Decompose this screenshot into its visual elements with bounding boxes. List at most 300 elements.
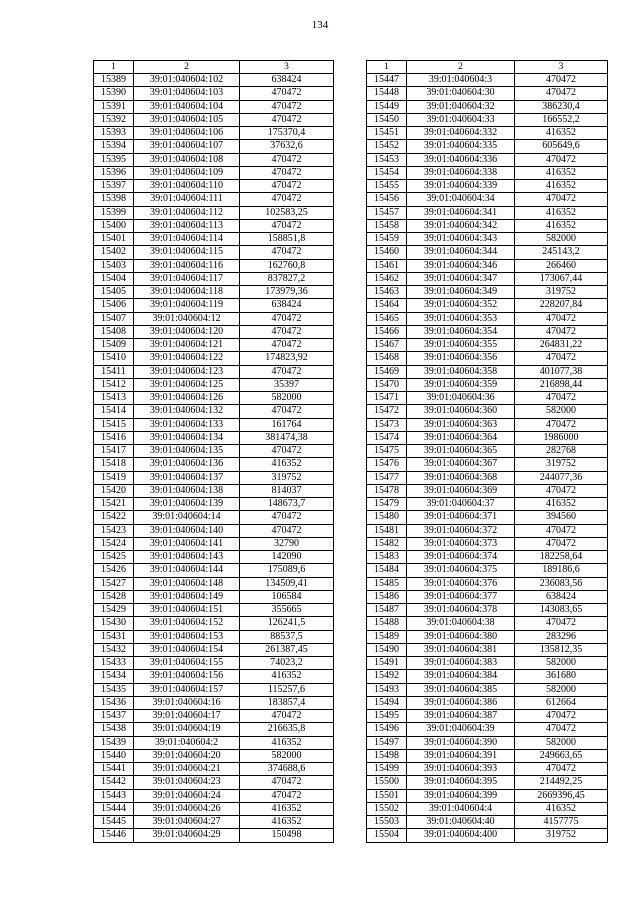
table-row	[94, 829, 334, 842]
table-row	[367, 272, 608, 285]
table-row	[94, 339, 334, 352]
table-row	[94, 736, 334, 749]
cadastral-number-cell: 39:01:040604:378	[407, 604, 515, 617]
value-cell: 582000	[515, 233, 608, 246]
value-cell: 173067,44	[515, 272, 608, 285]
row-number-cell: 15413	[94, 392, 134, 405]
table-row	[94, 418, 334, 431]
value-cell: 470472	[515, 763, 608, 776]
cadastral-number-cell: 39:01:040604:390	[407, 736, 515, 749]
row-number-cell: 15403	[94, 259, 134, 272]
cadastral-number-cell: 39:01:040604:116	[134, 259, 240, 272]
row-number-cell: 15454	[367, 166, 407, 179]
value-cell: 582000	[515, 657, 608, 670]
row-number-cell: 15405	[94, 286, 134, 299]
value-cell: 162760,8	[240, 259, 334, 272]
table-row	[367, 749, 608, 762]
table-row	[94, 87, 334, 100]
cadastral-number-cell: 39:01:040604:377	[407, 590, 515, 603]
value-cell: 470472	[515, 87, 608, 100]
cadastral-number-cell: 39:01:040604:380	[407, 630, 515, 643]
table-row	[367, 829, 608, 842]
row-number-cell: 15424	[94, 537, 134, 550]
row-number-cell: 15456	[367, 193, 407, 206]
table-row	[94, 816, 334, 829]
value-cell: 582000	[240, 392, 334, 405]
value-cell: 638424	[515, 590, 608, 603]
value-cell: 175370,4	[240, 127, 334, 140]
value-cell: 582000	[515, 736, 608, 749]
table-body-right	[367, 61, 608, 843]
value-cell: 582000	[515, 683, 608, 696]
table-row	[367, 418, 608, 431]
table-row	[367, 193, 608, 206]
table-row	[94, 392, 334, 405]
table-row	[94, 749, 334, 762]
row-number-cell: 15416	[94, 431, 134, 444]
row-number-cell: 15468	[367, 352, 407, 365]
row-number-cell: 15490	[367, 643, 407, 656]
value-cell: 319752	[240, 471, 334, 484]
row-number-cell: 15473	[367, 418, 407, 431]
row-number-cell: 15389	[94, 74, 134, 87]
value-cell: 470472	[240, 219, 334, 232]
value-cell: 115257,6	[240, 683, 334, 696]
row-number-cell: 15484	[367, 564, 407, 577]
cadastral-number-cell: 39:01:040604:122	[134, 352, 240, 365]
cadastral-number-cell: 39:01:040604:346	[407, 259, 515, 272]
value-cell: 470472	[240, 789, 334, 802]
value-cell: 605649,6	[515, 140, 608, 153]
value-cell: 470472	[515, 352, 608, 365]
value-cell: 173979,36	[240, 286, 334, 299]
cadastral-number-cell: 39:01:040604:39	[407, 723, 515, 736]
table-row	[367, 816, 608, 829]
row-number-cell: 15499	[367, 763, 407, 776]
row-number-cell: 15495	[367, 710, 407, 723]
table-row	[94, 723, 334, 736]
cadastral-number-cell: 39:01:040604:112	[134, 206, 240, 219]
value-cell: 470472	[240, 246, 334, 259]
table-row	[367, 100, 608, 113]
row-number-cell: 15439	[94, 736, 134, 749]
row-number-cell: 15417	[94, 445, 134, 458]
row-number-cell: 15476	[367, 458, 407, 471]
value-cell: 416352	[515, 498, 608, 511]
value-cell: 134509,41	[240, 577, 334, 590]
row-number-cell: 15430	[94, 617, 134, 630]
cadastral-number-cell: 39:01:040604:153	[134, 630, 240, 643]
row-number-cell: 15397	[94, 180, 134, 193]
row-number-cell: 15425	[94, 551, 134, 564]
cadastral-number-cell: 39:01:040604:38	[407, 617, 515, 630]
row-number-cell: 15437	[94, 710, 134, 723]
cadastral-number-cell: 39:01:040604:149	[134, 590, 240, 603]
cadastral-number-cell: 39:01:040604:391	[407, 749, 515, 762]
row-number-cell: 15494	[367, 696, 407, 709]
row-number-cell: 15442	[94, 776, 134, 789]
value-cell: 319752	[515, 286, 608, 299]
cadastral-number-cell: 39:01:040604:26	[134, 802, 240, 815]
row-number-cell: 15462	[367, 272, 407, 285]
row-number-cell: 15483	[367, 551, 407, 564]
table-row	[94, 458, 334, 471]
table-row	[94, 564, 334, 577]
table-row	[94, 219, 334, 232]
row-number-cell: 15423	[94, 524, 134, 537]
cadastral-number-cell: 39:01:040604:336	[407, 153, 515, 166]
cadastral-number-cell: 39:01:040604:117	[134, 272, 240, 285]
table-row	[94, 180, 334, 193]
table-row	[94, 537, 334, 550]
cadastral-number-cell: 39:01:040604:355	[407, 339, 515, 352]
value-cell: 470472	[515, 193, 608, 206]
value-cell: 142090	[240, 551, 334, 564]
row-number-cell: 15459	[367, 233, 407, 246]
cadastral-number-cell: 39:01:040604:141	[134, 537, 240, 550]
cadastral-number-cell: 39:01:040604:111	[134, 193, 240, 206]
table-row	[94, 140, 334, 153]
value-cell: 470472	[240, 193, 334, 206]
page-number: 134	[311, 19, 329, 31]
row-number-cell: 15426	[94, 564, 134, 577]
cadastral-number-cell: 39:01:040604:385	[407, 683, 515, 696]
table-row	[94, 206, 334, 219]
table-row	[94, 246, 334, 259]
row-number-cell: 15493	[367, 683, 407, 696]
cadastral-number-cell: 39:01:040604:387	[407, 710, 515, 723]
table-row	[367, 683, 608, 696]
cadastral-number-cell: 39:01:040604:369	[407, 484, 515, 497]
row-number-cell: 15502	[367, 802, 407, 815]
table-row	[367, 219, 608, 232]
value-cell: 228207,84	[515, 299, 608, 312]
row-number-cell: 15420	[94, 484, 134, 497]
table-row	[94, 802, 334, 815]
table-row	[367, 74, 608, 87]
row-number-cell: 15421	[94, 498, 134, 511]
cadastral-number-cell: 39:01:040604:104	[134, 100, 240, 113]
value-cell: 266460	[515, 259, 608, 272]
row-number-cell: 15418	[94, 458, 134, 471]
value-cell: 174823,92	[240, 352, 334, 365]
table-row	[367, 259, 608, 272]
value-cell: 470472	[240, 511, 334, 524]
cadastral-number-cell: 39:01:040604:154	[134, 643, 240, 656]
row-number-cell: 15482	[367, 537, 407, 550]
table-row	[367, 445, 608, 458]
table-row	[367, 392, 608, 405]
row-number-cell: 15489	[367, 630, 407, 643]
value-cell: 175089,6	[240, 564, 334, 577]
row-number-cell: 15461	[367, 259, 407, 272]
table-row	[94, 378, 334, 391]
row-number-cell: 15472	[367, 405, 407, 418]
cadastral-number-cell: 39:01:040604:148	[134, 577, 240, 590]
table-row	[367, 471, 608, 484]
table-row	[94, 445, 334, 458]
value-cell: 158851,8	[240, 233, 334, 246]
cadastral-number-cell: 39:01:040604:139	[134, 498, 240, 511]
cadastral-number-cell: 39:01:040604:110	[134, 180, 240, 193]
row-number-cell: 15479	[367, 498, 407, 511]
row-number-cell: 15419	[94, 471, 134, 484]
cadastral-number-cell: 39:01:040604:27	[134, 816, 240, 829]
value-cell: 35397	[240, 378, 334, 391]
cadastral-number-cell: 39:01:040604:365	[407, 445, 515, 458]
table-body-left	[94, 61, 334, 843]
table-row	[94, 710, 334, 723]
header-cell-1: 1	[94, 61, 134, 74]
row-number-cell: 15438	[94, 723, 134, 736]
table-row	[367, 206, 608, 219]
cadastral-number-cell: 39:01:040604:102	[134, 74, 240, 87]
value-cell: 148673,7	[240, 498, 334, 511]
table-row	[94, 312, 334, 325]
value-cell: 161764	[240, 418, 334, 431]
table-row	[367, 405, 608, 418]
value-cell: 837827,2	[240, 272, 334, 285]
table-row	[94, 789, 334, 802]
cadastral-number-cell: 39:01:040604:2	[134, 736, 240, 749]
header-cell-3: 3	[240, 61, 334, 74]
row-number-cell: 15496	[367, 723, 407, 736]
table-row	[94, 551, 334, 564]
value-cell: 470472	[240, 100, 334, 113]
row-number-cell: 15480	[367, 511, 407, 524]
value-cell: 582000	[240, 749, 334, 762]
cadastral-number-cell: 39:01:040604:373	[407, 537, 515, 550]
cadastral-number-cell: 39:01:040604:17	[134, 710, 240, 723]
table-row	[367, 352, 608, 365]
cadastral-number-cell: 39:01:040604:106	[134, 127, 240, 140]
table-row	[94, 299, 334, 312]
cadastral-number-cell: 39:01:040604:353	[407, 312, 515, 325]
table-row	[367, 736, 608, 749]
value-cell: 470472	[240, 405, 334, 418]
cadastral-number-cell: 39:01:040604:399	[407, 789, 515, 802]
table-row	[94, 776, 334, 789]
value-cell: 1986000	[515, 431, 608, 444]
table-row	[94, 153, 334, 166]
cadastral-number-cell: 39:01:040604:113	[134, 219, 240, 232]
row-number-cell: 15398	[94, 193, 134, 206]
table-row	[367, 325, 608, 338]
cadastral-number-cell: 39:01:040604:156	[134, 670, 240, 683]
row-number-cell: 15402	[94, 246, 134, 259]
table-header-row	[94, 61, 334, 74]
table-row	[367, 166, 608, 179]
cadastral-number-cell: 39:01:040604:363	[407, 418, 515, 431]
row-number-cell: 15486	[367, 590, 407, 603]
row-number-cell: 15503	[367, 816, 407, 829]
value-cell: 386230,4	[515, 100, 608, 113]
table-row	[94, 113, 334, 126]
table-row	[94, 763, 334, 776]
header-cell-1: 1	[367, 61, 407, 74]
value-cell: 319752	[515, 829, 608, 842]
cadastral-number-cell: 39:01:040604:29	[134, 829, 240, 842]
value-cell: 814037	[240, 484, 334, 497]
table-header-row	[367, 61, 608, 74]
row-number-cell: 15488	[367, 617, 407, 630]
table-row	[94, 127, 334, 140]
table-row	[367, 551, 608, 564]
table-row	[367, 140, 608, 153]
cadastral-number-cell: 39:01:040604:135	[134, 445, 240, 458]
row-number-cell: 15452	[367, 140, 407, 153]
row-number-cell: 15404	[94, 272, 134, 285]
value-cell: 416352	[240, 802, 334, 815]
value-cell: 416352	[515, 180, 608, 193]
table-row	[367, 670, 608, 683]
value-cell: 416352	[515, 127, 608, 140]
row-number-cell: 15463	[367, 286, 407, 299]
row-number-cell: 15407	[94, 312, 134, 325]
value-cell: 166552,2	[515, 113, 608, 126]
table-row	[94, 193, 334, 206]
row-number-cell: 15444	[94, 802, 134, 815]
cadastral-number-cell: 39:01:040604:125	[134, 378, 240, 391]
header-cell-2: 2	[407, 61, 515, 74]
cadastral-number-cell: 39:01:040604:33	[407, 113, 515, 126]
value-cell: 416352	[515, 219, 608, 232]
row-number-cell: 15464	[367, 299, 407, 312]
value-cell: 282768	[515, 445, 608, 458]
value-cell: 416352	[515, 166, 608, 179]
row-number-cell: 15429	[94, 604, 134, 617]
cadastral-number-cell: 39:01:040604:109	[134, 166, 240, 179]
row-number-cell: 15504	[367, 829, 407, 842]
row-number-cell: 15431	[94, 630, 134, 643]
row-number-cell: 15446	[94, 829, 134, 842]
value-cell: 236083,56	[515, 577, 608, 590]
cadastral-number-cell: 39:01:040604:372	[407, 524, 515, 537]
row-number-cell: 15447	[367, 74, 407, 87]
value-cell: 216898,44	[515, 378, 608, 391]
cadastral-number-cell: 39:01:040604:352	[407, 299, 515, 312]
table-row	[94, 325, 334, 338]
row-number-cell: 15445	[94, 816, 134, 829]
cadastral-number-cell: 39:01:040604:393	[407, 763, 515, 776]
table-row	[367, 113, 608, 126]
table-row	[94, 405, 334, 418]
row-number-cell: 15481	[367, 524, 407, 537]
cadastral-number-cell: 39:01:040604:36	[407, 392, 515, 405]
table-row	[94, 670, 334, 683]
cadastral-number-cell: 39:01:040604:24	[134, 789, 240, 802]
table-row	[94, 696, 334, 709]
row-number-cell: 15414	[94, 405, 134, 418]
value-cell: 74023,2	[240, 657, 334, 670]
value-cell: 638424	[240, 74, 334, 87]
row-number-cell: 15440	[94, 749, 134, 762]
table-row	[367, 590, 608, 603]
row-number-cell: 15443	[94, 789, 134, 802]
table-row	[367, 604, 608, 617]
value-cell: 416352	[240, 816, 334, 829]
table-row	[367, 484, 608, 497]
cadastral-number-cell: 39:01:040604:383	[407, 657, 515, 670]
table-row	[367, 233, 608, 246]
value-cell: 102583,25	[240, 206, 334, 219]
row-number-cell: 15471	[367, 392, 407, 405]
table-row	[367, 246, 608, 259]
cadastral-number-cell: 39:01:040604:132	[134, 405, 240, 418]
cadastral-number-cell: 39:01:040604:151	[134, 604, 240, 617]
header-cell-2: 2	[134, 61, 240, 74]
row-number-cell: 15434	[94, 670, 134, 683]
value-cell: 2669396,45	[515, 789, 608, 802]
table-row	[94, 272, 334, 285]
value-cell: 470472	[515, 710, 608, 723]
table-row	[367, 776, 608, 789]
row-number-cell: 15410	[94, 352, 134, 365]
row-number-cell: 15467	[367, 339, 407, 352]
value-cell: 143083,65	[515, 604, 608, 617]
cadastral-number-cell: 39:01:040604:384	[407, 670, 515, 683]
registry-table-right	[366, 60, 608, 843]
value-cell: 470472	[240, 312, 334, 325]
row-number-cell: 15449	[367, 100, 407, 113]
cadastral-number-cell: 39:01:040604:358	[407, 365, 515, 378]
cadastral-number-cell: 39:01:040604:342	[407, 219, 515, 232]
table-row	[94, 590, 334, 603]
value-cell: 470472	[240, 710, 334, 723]
value-cell: 470472	[515, 392, 608, 405]
table-row	[367, 524, 608, 537]
cadastral-number-cell: 39:01:040604:105	[134, 113, 240, 126]
row-number-cell: 15411	[94, 365, 134, 378]
value-cell: 244077,36	[515, 471, 608, 484]
table-row	[367, 564, 608, 577]
cadastral-number-cell: 39:01:040604:359	[407, 378, 515, 391]
value-cell: 416352	[240, 736, 334, 749]
row-number-cell: 15400	[94, 219, 134, 232]
value-cell: 32790	[240, 537, 334, 550]
value-cell: 470472	[240, 113, 334, 126]
cadastral-number-cell: 39:01:040604:108	[134, 153, 240, 166]
value-cell: 401077,38	[515, 365, 608, 378]
value-cell: 416352	[515, 802, 608, 815]
row-number-cell: 15393	[94, 127, 134, 140]
value-cell: 470472	[240, 87, 334, 100]
row-number-cell: 15412	[94, 378, 134, 391]
value-cell: 355665	[240, 604, 334, 617]
row-number-cell: 15399	[94, 206, 134, 219]
row-number-cell: 15433	[94, 657, 134, 670]
row-number-cell: 15492	[367, 670, 407, 683]
value-cell: 394560	[515, 511, 608, 524]
cadastral-number-cell: 39:01:040604:123	[134, 365, 240, 378]
row-number-cell: 15415	[94, 418, 134, 431]
cadastral-number-cell: 39:01:040604:381	[407, 643, 515, 656]
table-row	[94, 431, 334, 444]
table-row	[367, 789, 608, 802]
table-row	[367, 286, 608, 299]
cadastral-number-cell: 39:01:040604:118	[134, 286, 240, 299]
cadastral-number-cell: 39:01:040604:375	[407, 564, 515, 577]
table-row	[94, 471, 334, 484]
table-row	[367, 577, 608, 590]
row-number-cell: 15457	[367, 206, 407, 219]
table-row	[367, 696, 608, 709]
value-cell: 88537,5	[240, 630, 334, 643]
value-cell: 106584	[240, 590, 334, 603]
table-row	[94, 683, 334, 696]
table-row	[94, 630, 334, 643]
table-row	[94, 74, 334, 87]
